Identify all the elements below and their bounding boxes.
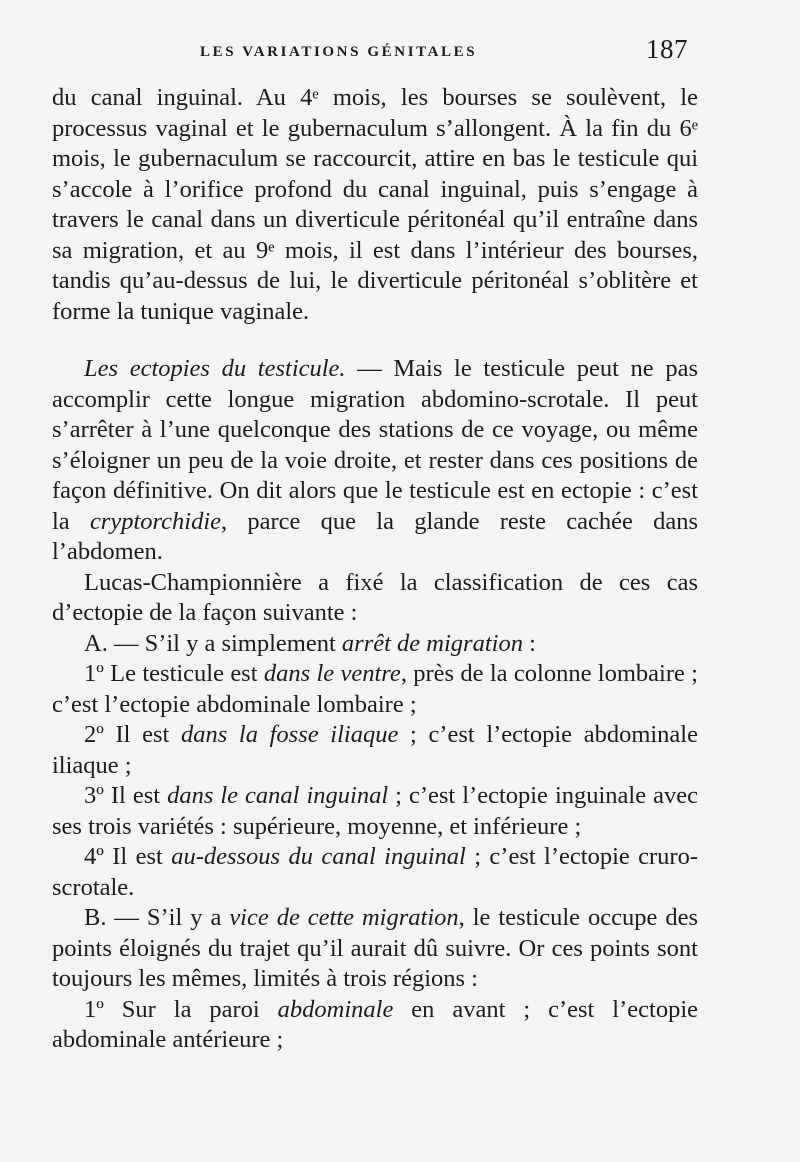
paragraph-classification: [52, 568, 698, 629]
list-item-a1-emph: dans le ventre: [263, 660, 401, 687]
list-item-b1-text: 1º Sur la paroi: [84, 995, 278, 1023]
list-item-a4: [52, 842, 698, 903]
list-item-b1: [52, 995, 698, 1056]
list-item-a1: [52, 659, 698, 720]
section-b-tail: , le testicule occupe des points éloignés du trajet qu’il aurait dû suivre. Or ces points sont toujours les mêmes, limités à trois régions :: [52, 904, 698, 992]
section-b-label: B. — S’il y a: [84, 904, 230, 931]
term-cryptorchidie: cryptorchidie: [89, 507, 222, 535]
paragraph-classification-text: Lucas-Championnière a fixé la classification de ces cas d’ectopie de la façon suivante :: [52, 568, 698, 626]
list-item-a1-text: 1º Le testicule est: [84, 660, 264, 687]
section-a: [52, 629, 698, 660]
list-item-b1-tail: en avant ; c’est l’ectopie abdominale antérieure ;: [52, 995, 699, 1053]
list-item-a3-emph: dans le canal inguinal: [167, 782, 389, 809]
list-item-a2-text: 2º Il est: [84, 721, 181, 748]
list-item-a4-text: 4º Il est: [84, 843, 172, 870]
paragraph-ectopies: [52, 354, 698, 568]
paragraph-migration: [52, 83, 698, 327]
list-item-a1-tail: , près de la colonne lombaire ; c’est l’ectopie abdominale lombaire ;: [52, 660, 698, 718]
list-item-a4-tail: ; c’est l’ectopie cruro-scrotale.: [52, 843, 698, 901]
list-item-a3-tail: ; c’est l’ectopie inguinale avec ses trois variétés : supérieure, moyenne, et inférieure ;: [52, 782, 698, 840]
section-heading: Les ectopies du testicule.: [84, 355, 346, 382]
section-a-tail: :: [522, 629, 536, 657]
running-head-title: LES VARIATIONS GÉNITALES: [200, 44, 478, 60]
paragraph-migration-text: du canal inguinal. Au 4ᵉ mois, les bourses se soulèvent, le processus vaginal et le gubernaculum s’allongent. À la fin du 6ᵉ mois, le gubernaculum se raccourcit, attire en bas le testicule qui s’accole à l’orifice profond du canal inguinal, puis s’engage à travers le canal dans un diverticule péritonéal qu’il entraîne dans sa migration, et au 9ᵉ mois, il est dans l’intérieur des bourses, tandis qu’au-dessus de lui, le diverticule péritonéal s’oblitère et forme la tunique vaginale.: [52, 84, 698, 325]
list-item-b1-emph: abdominale: [277, 995, 394, 1023]
list-item-a3: [52, 781, 698, 842]
list-item-a2-tail: ; c’est l’ectopie abdominale iliaque ;: [52, 721, 698, 779]
list-item-a2-emph: dans la fosse iliaque: [180, 721, 399, 748]
paragraph-ectopies-text-1: — Mais le testicule peut ne pas accomplir cette longue migration abdomino-scrotale. Il peut s’arrêter à l’une quelconque des stations de ce voyage, ou même s’éloigner un peu de la voie droite, et rester dans ces positions de façon définitive. On dit alors que le testicule est en ectopie : c’est la: [52, 355, 698, 535]
section-b: [52, 903, 698, 995]
body-text: [52, 83, 698, 1056]
running-head: [0, 34, 800, 74]
section-a-label: A. — S’il y a simplement: [84, 629, 342, 657]
page-number: 187: [646, 34, 688, 64]
list-item-a4-emph: au-dessous du canal inguinal: [171, 843, 466, 870]
list-item-a2: [52, 720, 698, 781]
paragraph-ectopies-text-2: , parce que la glande reste cachée dans l’abdomen.: [52, 507, 699, 565]
section-b-emph: vice de cette migration: [229, 904, 459, 931]
list-item-a3-text: 3º Il est: [84, 782, 168, 809]
section-a-emph: arrêt de migration: [341, 629, 523, 657]
